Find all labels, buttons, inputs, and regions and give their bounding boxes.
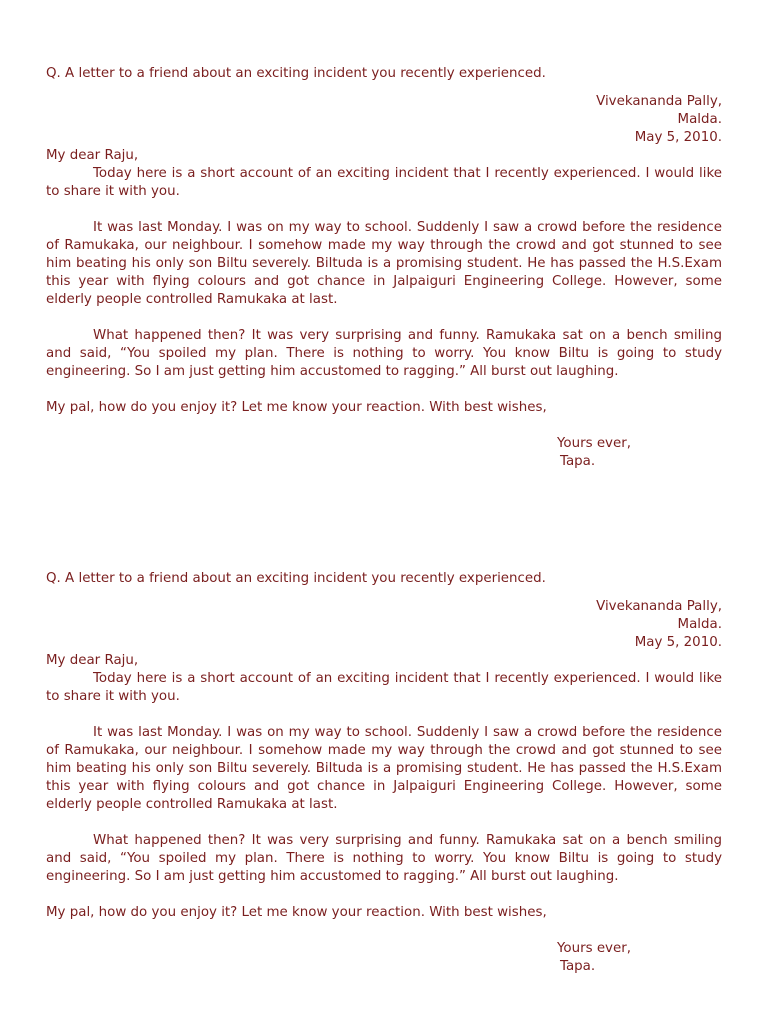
signoff: Yours ever, [557, 436, 631, 451]
address-line-1: Vivekananda Pally, [596, 94, 722, 109]
letter-date: May 5, 2010. [634, 130, 722, 145]
question-heading: Q. A letter to a friend about an exciting incident you recently experienced. [46, 571, 546, 586]
signoff-block [46, 435, 722, 471]
paragraph-1: Today here is a short account of an exciting incident that I recently experienced. I would like to share it with you. [46, 671, 722, 704]
question-heading: Q. A letter to a friend about an exciting incident you recently experienced. [46, 66, 546, 81]
address-line-1: Vivekananda Pally, [596, 599, 722, 614]
closing-line: My pal, how do you enjoy it? Let me know your reaction. With best wishes, [46, 400, 547, 415]
signoff: Yours ever, [557, 941, 631, 956]
letter-2 [46, 570, 722, 976]
sender-address [46, 93, 722, 147]
paragraph-3: What happened then? It was very surprising and funny. Ramukaka sat on a bench smiling and said, “You spoiled my plan. There is nothing to worry. You know Biltu is going to study engineering. So I am just getting him accustomed to ragging.” All burst out laughing. [46, 328, 722, 379]
salutation: My dear Raju, [46, 653, 139, 668]
letter-date: May 5, 2010. [634, 635, 722, 650]
paragraph-1: Today here is a short account of an exciting incident that I recently experienced. I would like to share it with you. [46, 166, 722, 199]
paragraph-2: It was last Monday. I was on my way to school. Suddenly I saw a crowd before the residence of Ramukaka, our neighbour. I somehow made my way through the crowd and got stunned to see him beating his only son Biltu severely. Biltuda is a promising student. He has passed the H.S.Exam this year with flying colours and got chance in Jalpaiguri Engineering College. However, some elderly people controlled Ramukaka at last. [46, 725, 722, 812]
address-line-2: Malda. [677, 617, 722, 632]
signature: Tapa. [560, 959, 596, 974]
letter-1 [46, 65, 722, 471]
signoff-block [46, 940, 722, 976]
sender-address [46, 598, 722, 652]
salutation: My dear Raju, [46, 148, 139, 163]
paragraph-3: What happened then? It was very surprising and funny. Ramukaka sat on a bench smiling and said, “You spoiled my plan. There is nothing to worry. You know Biltu is going to study engineering. So I am just getting him accustomed to ragging.” All burst out laughing. [46, 833, 722, 884]
paragraph-2: It was last Monday. I was on my way to school. Suddenly I saw a crowd before the residence of Ramukaka, our neighbour. I somehow made my way through the crowd and got stunned to see him beating his only son Biltu severely. Biltuda is a promising student. He has passed the H.S.Exam this year with flying colours and got chance in Jalpaiguri Engineering College. However, some elderly people controlled Ramukaka at last. [46, 220, 722, 307]
signature: Tapa. [560, 454, 596, 469]
address-line-2: Malda. [677, 112, 722, 127]
closing-line: My pal, how do you enjoy it? Let me know your reaction. With best wishes, [46, 905, 547, 920]
